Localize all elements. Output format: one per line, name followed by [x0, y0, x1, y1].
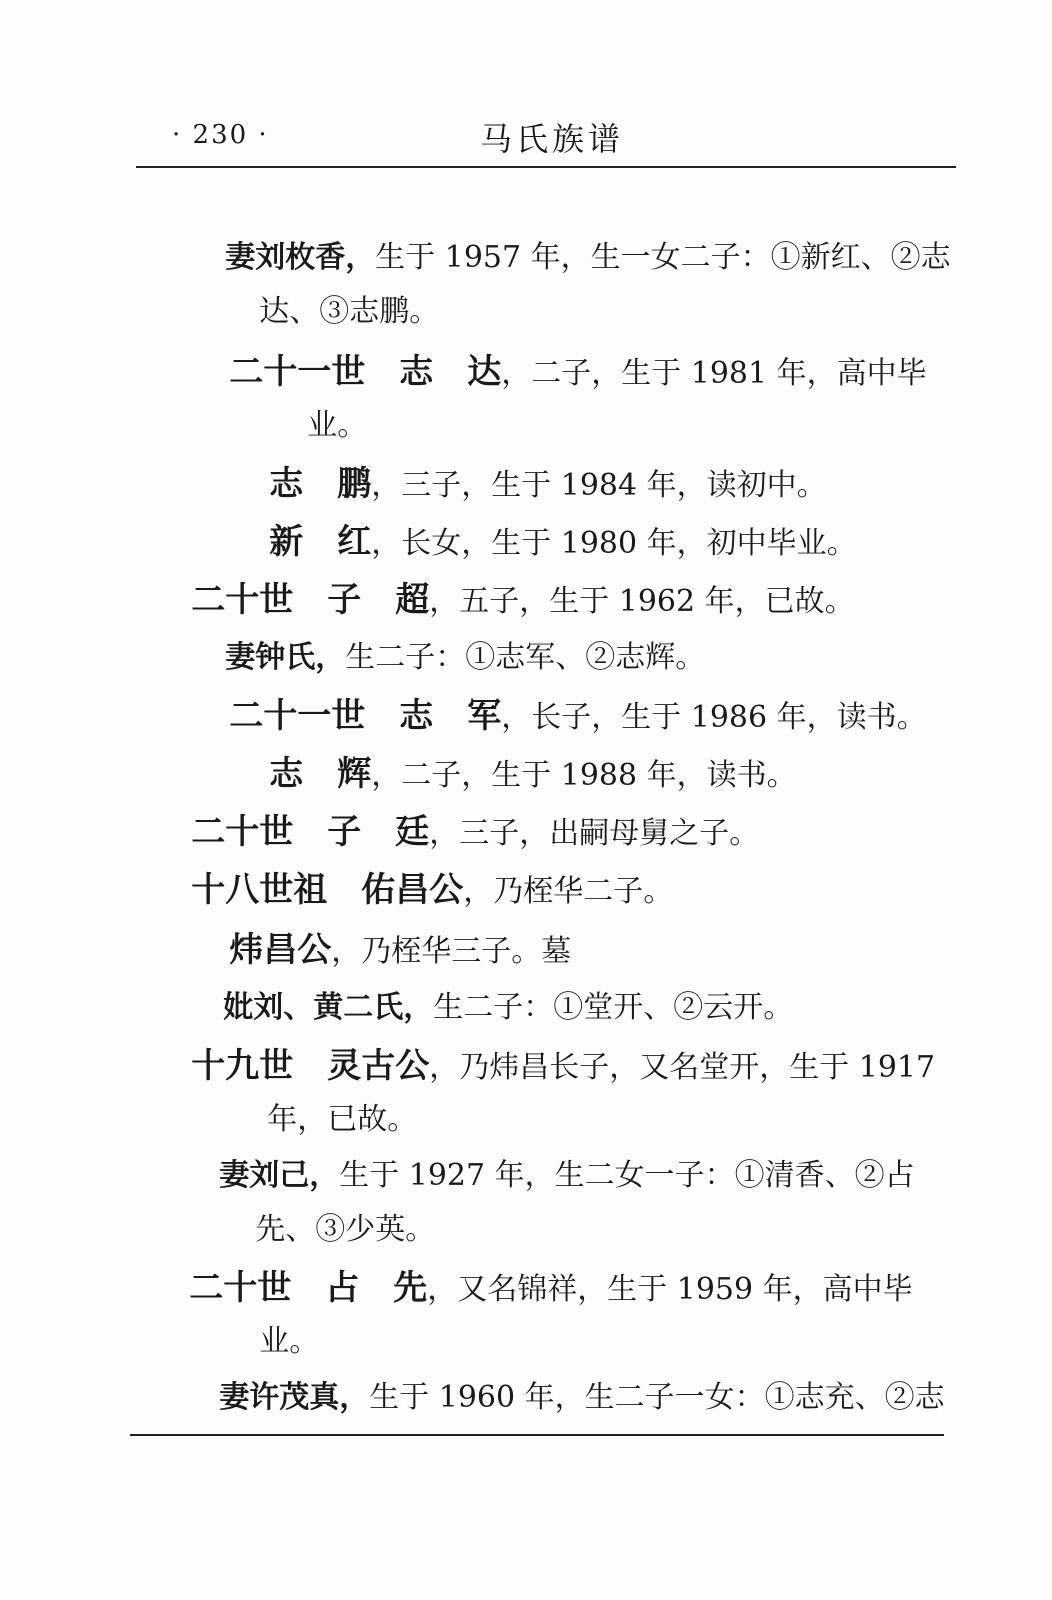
person-detail: ，五子，生于 1962 年，已故。	[429, 584, 855, 619]
person-name: 十九世 灵古公	[191, 1046, 430, 1086]
person-name: 妻许茂真，	[219, 1380, 370, 1415]
person-detail: ，乃桎华二子。	[463, 874, 674, 909]
person-detail: ，长女，生于 1980 年，初中毕业。	[371, 526, 857, 561]
person-detail: 生二子：①志军、②志辉。	[345, 640, 706, 675]
person-name: 妻钟氏，	[225, 640, 346, 675]
person-name: 志 辉	[269, 754, 372, 794]
person-name: 十八世祖 佑昌公	[191, 870, 464, 910]
person-detail: ，三子，出嗣母舅之子。	[429, 816, 760, 851]
person-detail: 生二子：①堂开、②云开。	[433, 990, 794, 1025]
person-name: 新 红	[269, 522, 372, 562]
person-name: 二十一世 志 军	[229, 696, 502, 736]
person-detail: 生于 1957 年，生一女二子：①新红、②志	[375, 240, 951, 275]
person-name: 二十一世 志 达	[229, 352, 502, 392]
person-detail: 达、③志鹏。	[259, 294, 440, 329]
page-number: · 230 ·	[172, 120, 269, 150]
person-detail: 业。	[259, 1324, 320, 1359]
text-line	[162, 1332, 945, 1464]
person-detail: ，乃炜昌长子，又名堂开，生于 1917	[429, 1050, 936, 1085]
person-name: 二十世 子 廷	[191, 812, 430, 852]
person-detail: ，二子，生于 1981 年，高中毕	[501, 356, 927, 391]
person-detail: ，长子，生于 1986 年，读书。	[501, 700, 927, 735]
person-name: 二十世 子 超	[191, 580, 430, 620]
person-name: 妻刘己，	[219, 1158, 340, 1193]
person-name: 二十世 占 先	[189, 1268, 428, 1308]
header-rule	[136, 166, 956, 168]
person-name: 妻刘枚香，	[225, 240, 376, 275]
person-name: 炜昌公	[229, 930, 332, 970]
person-detail: ，二子，生于 1988 年，读书。	[371, 758, 797, 793]
person-detail: ，三子，生于 1984 年，读初中。	[371, 468, 827, 503]
person-name: 妣刘、黄二氏，	[223, 990, 434, 1025]
page-title: 马氏族谱	[480, 120, 625, 158]
person-detail: 业。	[307, 408, 368, 443]
person-detail: ，乃桎华三子。墓	[331, 934, 572, 969]
person-detail: 生于 1927 年，生二女一子：①清香、②占	[339, 1158, 915, 1193]
footer-rule	[130, 1434, 944, 1436]
person-detail: ，又名锦祥，生于 1959 年，高中毕	[427, 1272, 913, 1307]
person-detail: 先、③少英。	[255, 1212, 436, 1247]
person-name: 志 鹏	[269, 464, 372, 504]
person-detail: 年，已故。	[267, 1102, 418, 1137]
person-detail: 生于 1960 年，生二子一女：①志充、②志	[369, 1380, 945, 1415]
